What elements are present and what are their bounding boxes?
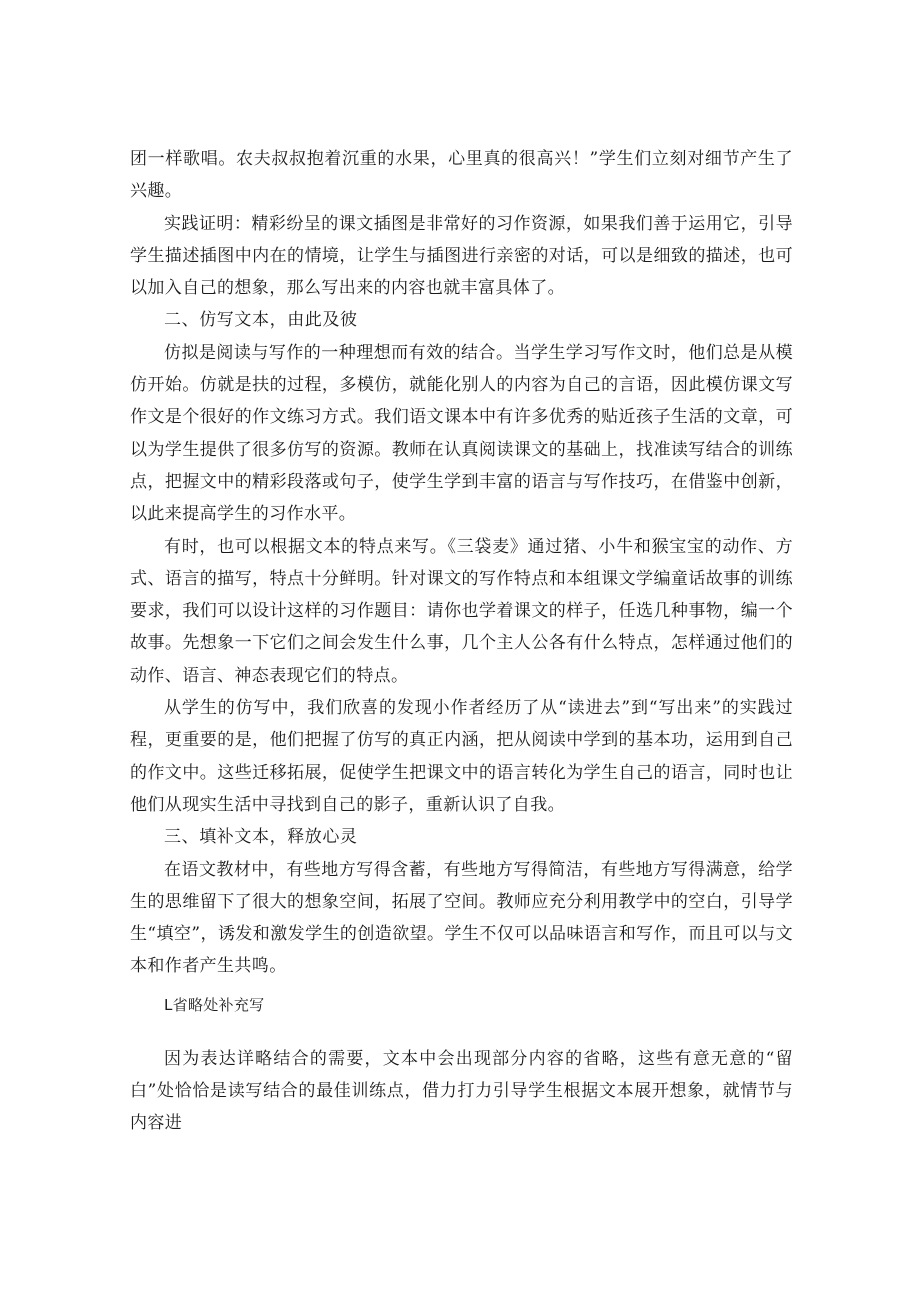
section-heading-2: 二、仿写文本，由此及彼 [164, 310, 358, 331]
paragraph-imitation: 仿拟是阅读与写作的一种理想而有效的结合。当学生学习写作文时，他们总是从模仿开始。仿就是扶的过程，多模仿，就能化别人的内容为自己的言语，因此模仿课文写作文是个很好的作文练习方式。我们语文课本中有许多优秀的贴近孩子生活的文章，可以为学生提供了很多仿写的资源。教师在认真阅读课文的基础上，找准读写结合的训练点，把握文中的精彩段落或句子，使学生学到丰富的语言与写作技巧，在借鉴中创新，以此来提高学生的习作水平。 [130, 342, 793, 525]
section-heading-3: 三、填补文本，释放心灵 [164, 827, 358, 848]
subheading-omission: L省略处补充写 [164, 995, 265, 1014]
paragraph-three-bags: 有时，也可以根据文本的特点来写。《三袋麦》通过猪、小牛和猴宝宝的动作、方式、语言的描写，特点十分鲜明。针对课文的写作特点和本组课文学编童话故事的训练要求，我们可以设计这样的习作题目：请你也学着课文的样子，任选几种事物，编一个故事。先想象一下它们之间会发生什么事，几个主人公各有什么特点，怎样通过他们的动作、语言、神态表现它们的特点。 [130, 536, 793, 686]
paragraph-omission: 因为表达详略结合的需要，文本中会出现部分内容的省略，这些有意无意的“留白”处恰恰是读写结合的最佳训练点，借力打力引导学生根据文本展开想象，就情节与内容进 [130, 1048, 793, 1134]
paragraph-blank-filling: 在语文教材中，有些地方写得含蓄，有些地方写得简洁，有些地方写得满意，给学生的思维留下了很大的想象空间，拓展了空间。教师应充分利用教学中的空白，引导学生“填空”，诱发和激发学生的创造欲望。学生不仅可以品味语言和写作，而且可以与文本和作者产生共鸣。 [130, 859, 793, 977]
paragraph-practice-proof: 实践证明：精彩纷呈的课文插图是非常好的习作资源，如果我们善于运用它，引导学生描述插图中内在的情境，让学生与插图进行亲密的对话，可以是细致的描述，也可以加入自己的想象，那么写出来的内容也就丰富具体了。 [130, 213, 793, 299]
paragraph-continued: 团一样歌唱。农夫叔叔抱着沉重的水果，心里真的很高兴！”学生们立刻对细节产生了兴趣。 [130, 149, 793, 202]
document-page [130, 143, 793, 1140]
paragraph-imitation-results: 从学生的仿写中，我们欣喜的发现小作者经历了从“读进去”到“写出来”的实践过程，更重要的是，他们把握了仿写的真正内涵，把从阅读中学到的基本功，运用到自己的作文中。这些迁移拓展，促使学生把课文中的语言转化为学生自己的语言，同时也让他们从现实生活中寻找到自己的影子，重新认识了自我。 [130, 698, 793, 815]
